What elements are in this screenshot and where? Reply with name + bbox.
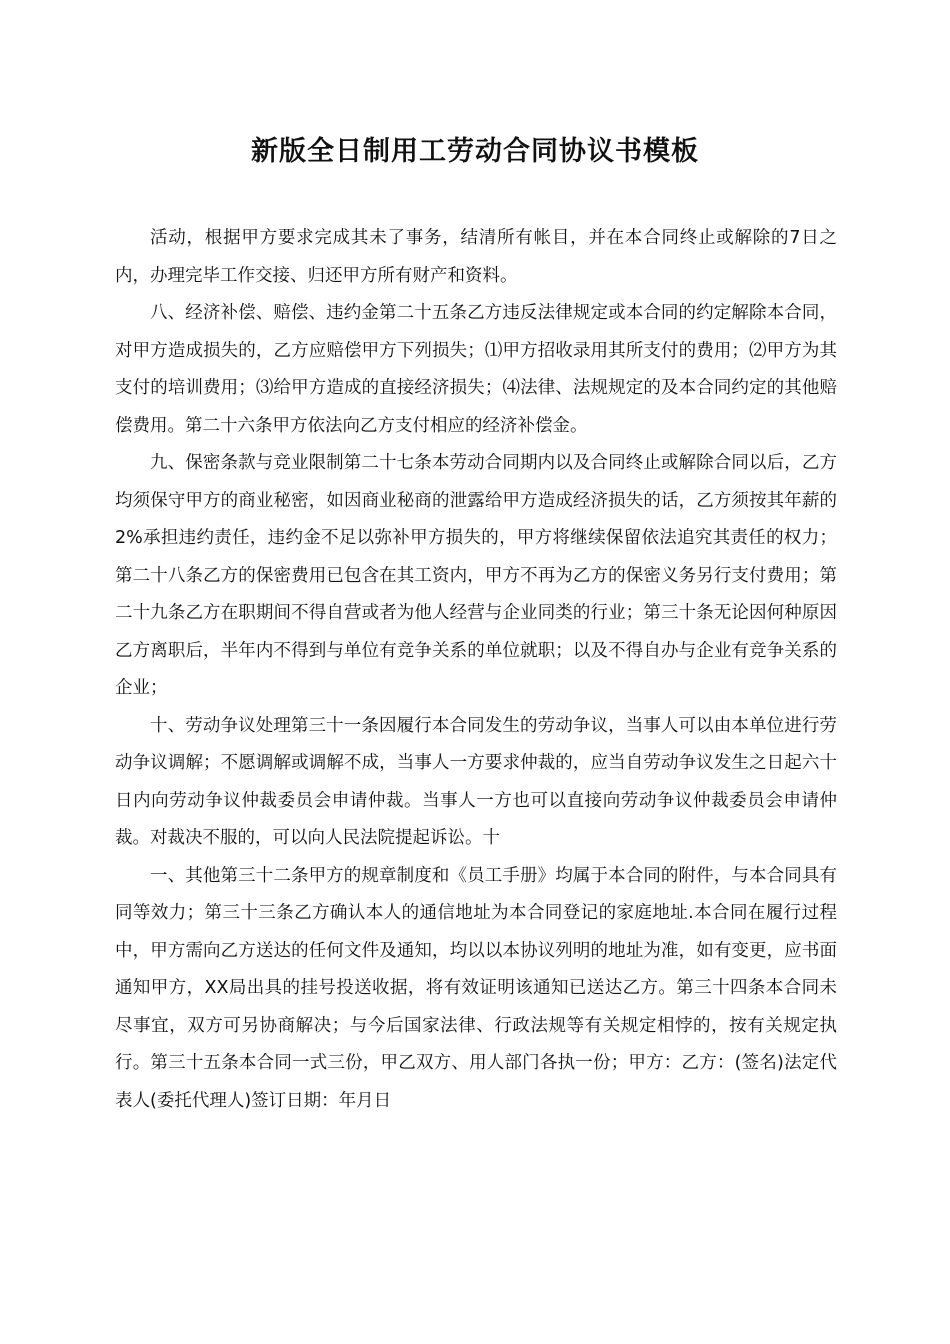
paragraph-section-11: 一、其他第三十二条甲方的规章制度和《员工手册》均属于本合同的附件，与本合同具有同等效力；第三十三条乙方确认本人的通信地址为本合同登记的家庭地址.本合同在履行过程中，甲方需向乙方送达的任何文件及通知，均以以本协议列明的地址为准，如有变更，应书面通知甲方，XX局出具的挂号投送收据，将有效证明该通知已送达乙方。第三十四条本合同未尽事宜，双方可另协商解决；与今后国家法律、行政法规等有关规定相悖的，按有关规定执行。第三十五条本合同一式三份，甲乙双方、用人部门各执一份；甲方：乙方：(签名)法定代表人(委托代理人)签订日期：年月日 [115,865,837,1111]
document-title: 新版全日制用工劳动合同协议书模板 [251,136,699,167]
paragraph-activity: 活动，根据甲方要求完成其未了事务，结清所有帐目，并在本合同终止或解除的7日之内，办理完毕工作交接、归还甲方所有财产和资料。 [115,228,837,286]
paragraph-section-9: 九、保密条款与竞业限制第二十七条本劳动合同期内以及合同终止或解除合同以后，乙方均须保守甲方的商业秘密，如因商业秘商的泄露给甲方造成经济损失的话，乙方须按其年薪的2%承担违约责任，违约金不足以弥补甲方损失的，甲方将继续保留依法追究其责任的权力；第二十八条乙方的保密费用已包含在其工资内，甲方不再为乙方的保密义务另行支付费用；第二十九条乙方在职期间不得自营或者为他人经营与企业同类的行业；第三十条无论因何种原因乙方离职后，半年内不得到与单位有竞争关系的单位就职；以及不得自办与企业有竞争关系的企业； [115,453,837,698]
paragraph-section-8: 八、经济补偿、赔偿、违约金第二十五条乙方违反法律规定或本合同的约定解除本合同，对甲方造成损失的，乙方应赔偿甲方下列损失；⑴甲方招收录用其所支付的费用；⑵甲方为其支付的培训费用；⑶给甲方造成的直接经济损失；⑷法律、法规规定的及本合同约定的其他赔偿费用。第二十六条甲方依法向乙方支付相应的经济补偿金。 [115,303,837,436]
document-body [115,220,837,1120]
paragraph-section-10: 十、劳动争议处理第三十一条因履行本合同发生的劳动争议，当事人可以由本单位进行劳动争议调解；不愿调解或调解不成，当事人一方要求仲裁的，应当自劳动争议发生之日起六十日内向劳动争议仲裁委员会申请仲裁。当事人一方也可以直接向劳动争议仲裁委员会申请仲裁。对裁决不服的，可以向人民法院提起诉讼。十 [115,715,837,848]
